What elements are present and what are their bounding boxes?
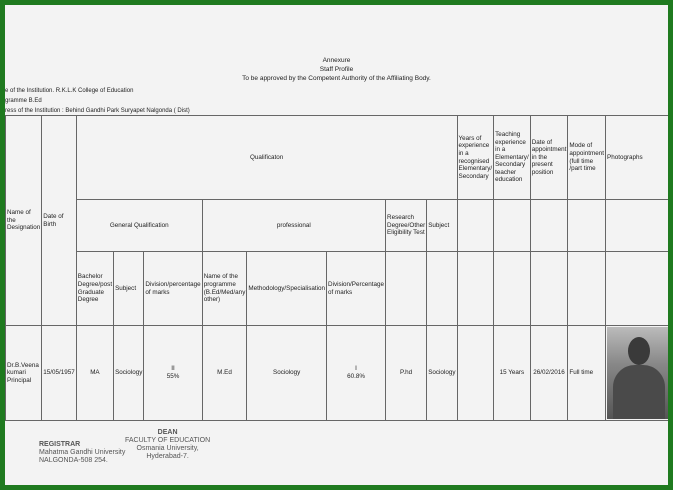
division2-header: Division/Percentage of marks <box>327 252 386 326</box>
staff-profile-heading: Staff Profile <box>319 66 354 73</box>
division-cell <box>144 326 202 421</box>
division-percent: 55% <box>166 373 180 380</box>
mode-cell: Full time <box>568 326 606 421</box>
annexure-heading: Annexure <box>322 57 351 64</box>
name-designation-header: Name of the Designation <box>6 116 42 326</box>
research-cell: P.hd <box>386 326 427 421</box>
table-row <box>6 326 669 421</box>
header-row-3 <box>6 252 669 326</box>
header-row-1 <box>6 116 669 200</box>
division-header: Division/percentage of marks <box>144 252 202 326</box>
dean-stamp <box>125 429 210 461</box>
institution-address: ress of the Institution : Behind Gandhi Park Suryapet Nalgonda ( Dist) <box>5 108 190 114</box>
approval-heading: To be approved by the Competent Authority of the Affiliating Body. <box>242 75 431 82</box>
division2-value: I <box>355 365 357 373</box>
registrar-stamp <box>39 441 125 465</box>
staff-profile-table <box>5 115 668 421</box>
staff-name: Dr.B.Veena kumari <box>7 361 39 377</box>
staff-name-cell <box>6 326 42 421</box>
dob-header: Date of Birth <box>42 116 77 326</box>
appointment-cell: 26/02/2016 <box>530 326 568 421</box>
division-value: II <box>171 365 175 373</box>
methodology-cell: Sociology <box>247 326 327 421</box>
subject-cell: Sociology <box>114 326 144 421</box>
registrar-university: Mahatma Gandhi University <box>39 449 126 456</box>
years-header: Years of experience in a recognised Elementary/ Secondary <box>457 116 494 200</box>
registrar-title: REGISTRAR <box>39 441 81 448</box>
dob-cell: 15/05/1957 <box>42 326 77 421</box>
institution-programme: gramme B.Ed <box>5 98 42 104</box>
dean-university: Osmania University, <box>136 445 199 452</box>
degree-cell: MA <box>76 326 113 421</box>
programme-header: Name of the programme (B.Ed/Med/any other) <box>202 252 247 326</box>
qualification-header: Qualificaton <box>76 116 457 200</box>
staff-photo <box>607 327 668 419</box>
photo-cell <box>606 326 669 421</box>
dean-faculty: FACULTY OF EDUCATION <box>125 437 211 444</box>
general-qualification-header: General Qualification <box>76 200 202 252</box>
division2-cell <box>327 326 386 421</box>
dean-title: DEAN <box>157 429 178 436</box>
bachelor-header: Bachelor Degree/post Graduate Degree <box>76 252 113 326</box>
header-row-2 <box>6 200 669 252</box>
photographs-header: Photographs <box>606 116 669 200</box>
teaching-cell: 15 Years <box>494 326 531 421</box>
division2-percent: 60.8% <box>347 373 365 380</box>
subject-subheader: Subject <box>114 252 144 326</box>
mode-header: Mode of appointment (full time /part time <box>568 116 606 200</box>
staff-designation: Principal <box>7 376 32 384</box>
professional-header: professional <box>202 200 385 252</box>
document-sheet <box>5 5 668 485</box>
research-subject-cell: Sociology <box>427 326 457 421</box>
research-header: Research Degree/Other Eligibility Test <box>386 200 427 252</box>
dean-address: Hyderabad-7. <box>146 453 189 460</box>
programme-cell: M.Ed <box>202 326 247 421</box>
appointment-header: Date of appointment in the present position <box>530 116 568 200</box>
methodology-header: Methodology/Specialisation <box>247 252 327 326</box>
years-cell <box>457 326 494 421</box>
registrar-address: NALGONDA-508 254. <box>39 457 108 464</box>
teaching-header: Teaching experience in a Elementary/ Secondary teacher education <box>494 116 531 200</box>
subject-header: Subject <box>427 200 457 252</box>
institution-name: e of the Institution. R.K.L.K College of Education <box>5 88 134 94</box>
